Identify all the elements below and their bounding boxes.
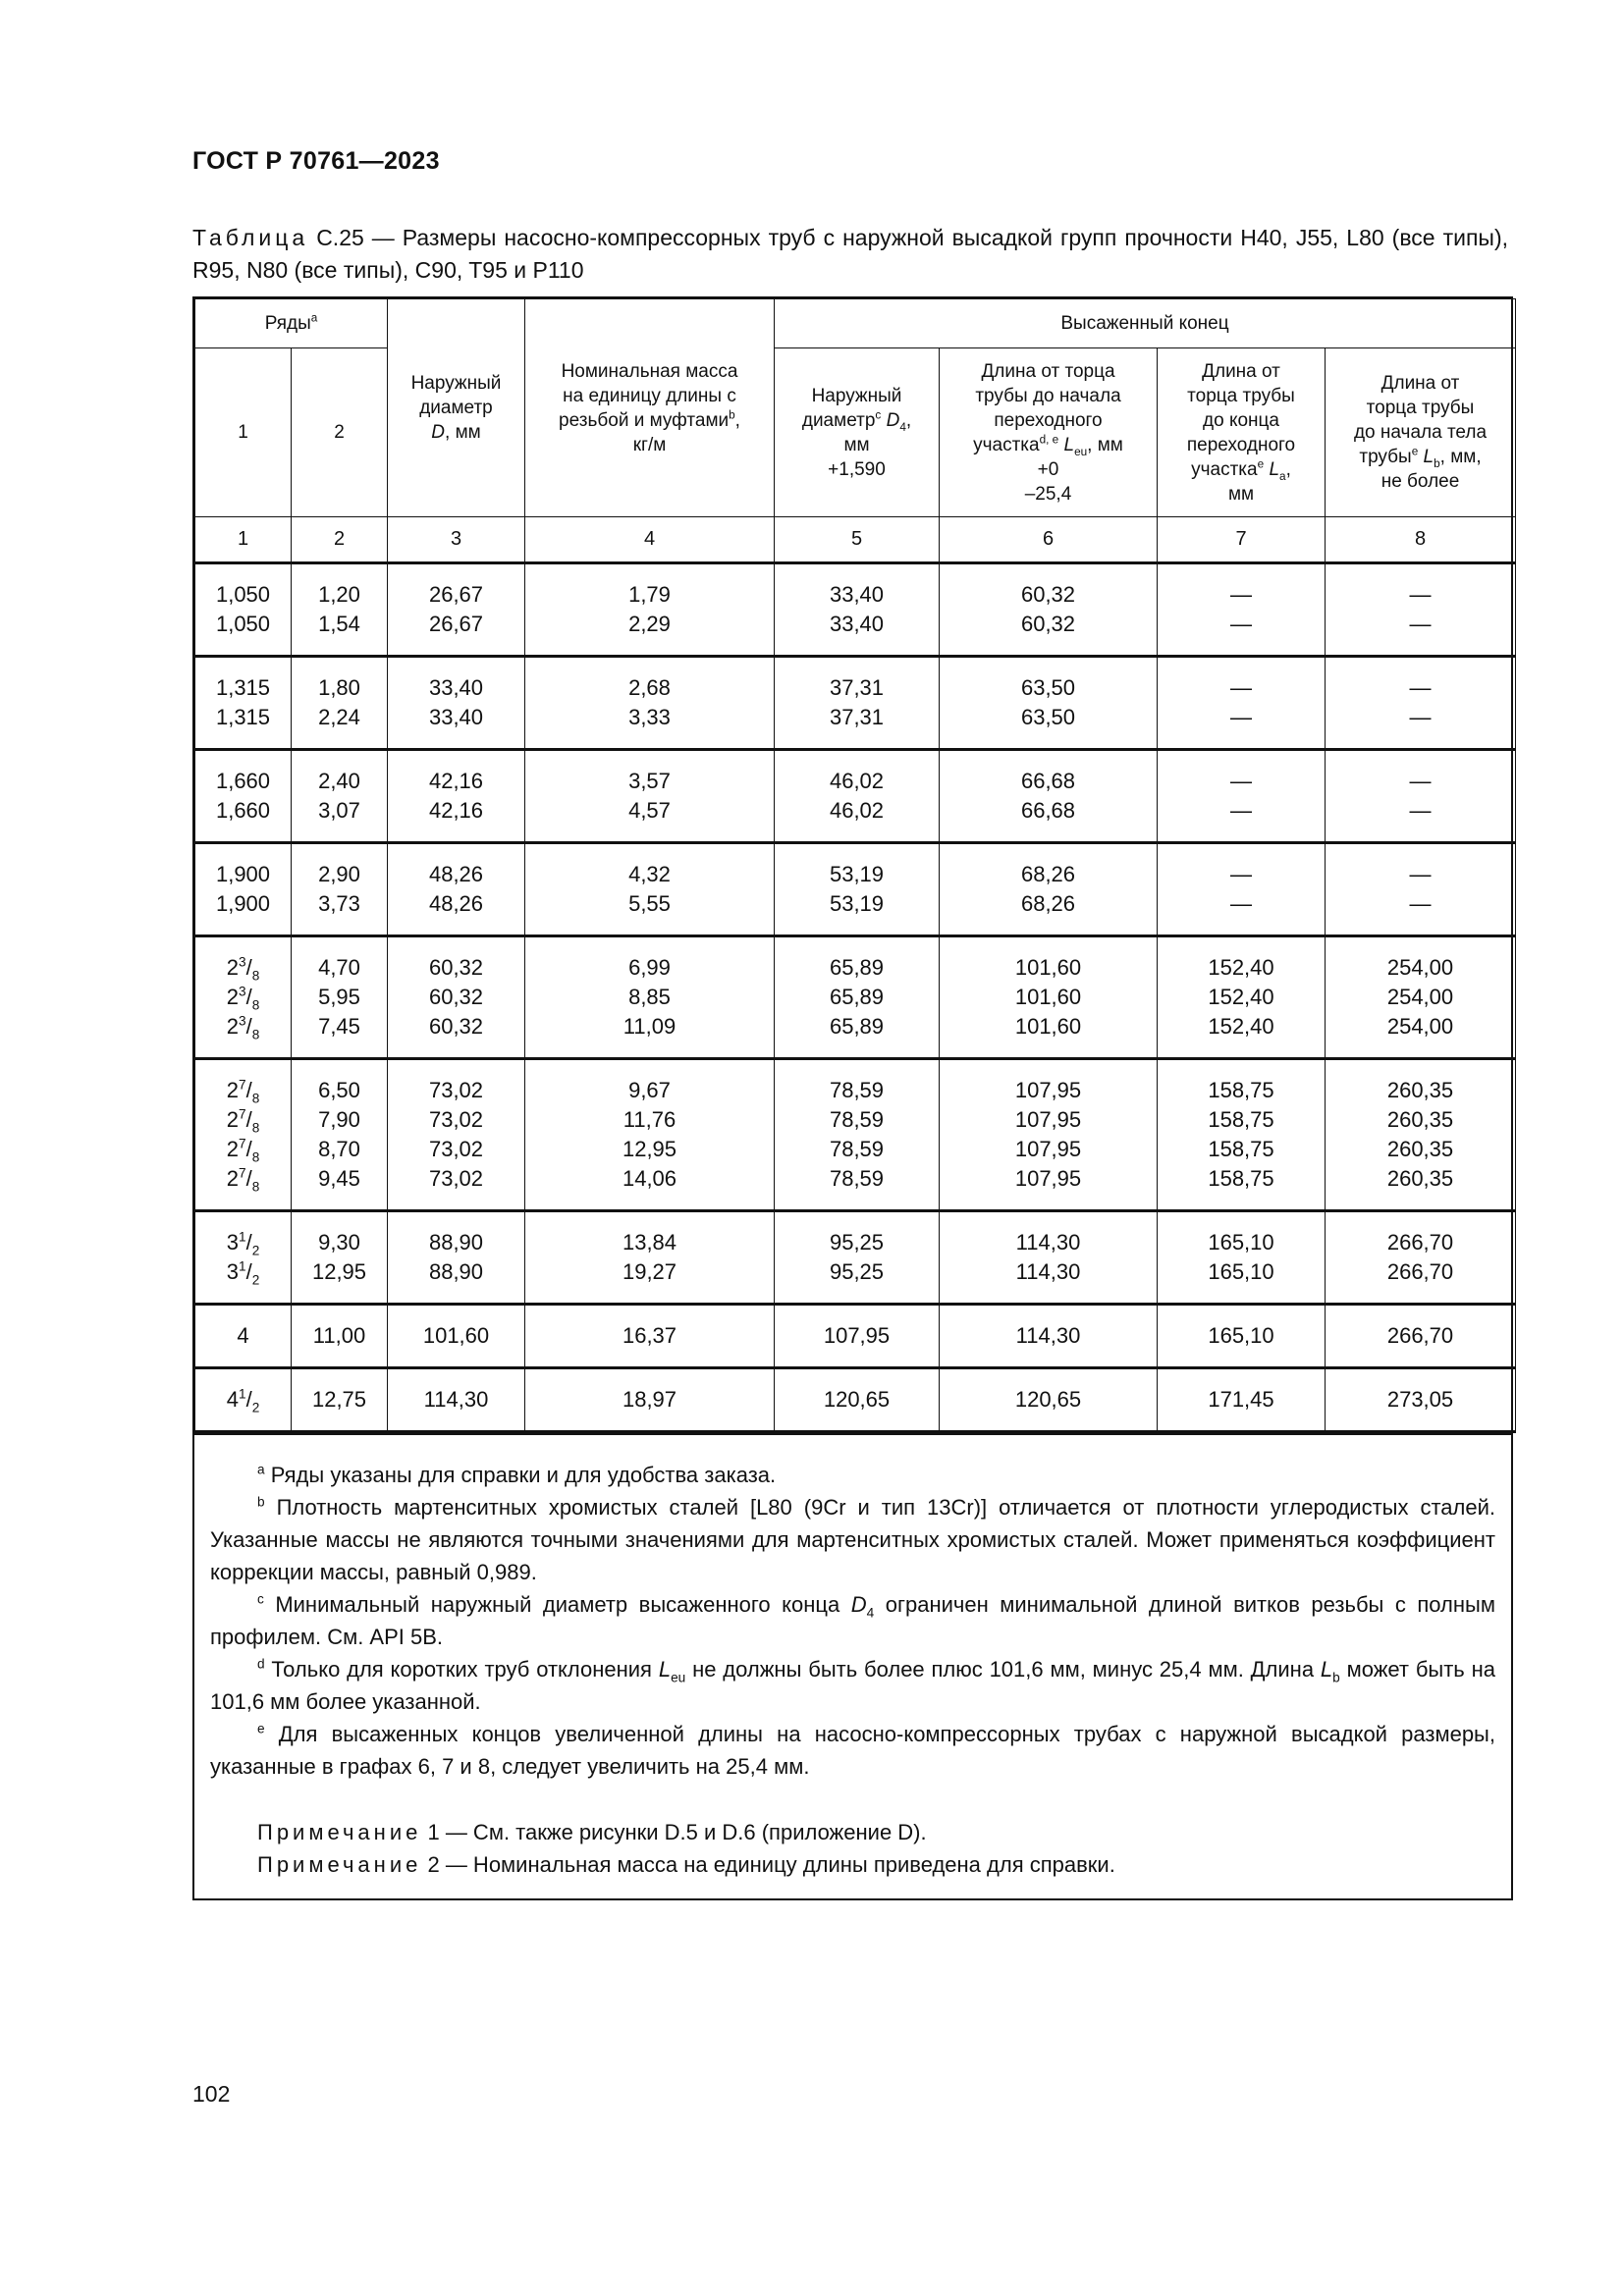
table-cell: 63,50 63,50: [940, 657, 1158, 750]
table-cell: — —: [1158, 657, 1326, 750]
table-row: [195, 936, 1516, 1059]
column-number: 6: [940, 517, 1158, 563]
table-cell: 101,60: [388, 1305, 525, 1368]
table-cell: 120,65: [940, 1368, 1158, 1432]
note-1: Примечание 1 — См. также рисунки D.5 и D.6 (приложение D).: [257, 1820, 927, 1844]
pipe-dimensions-table: [194, 298, 1516, 1433]
table-cell: 1,315 1,315: [195, 657, 292, 750]
document-header: ГОСТ Р 70761—2023: [192, 147, 440, 175]
table-cell: 11,00: [292, 1305, 388, 1368]
caption-text: С.25 — Размеры насосно-компрессорных труб с наружной высадкой групп прочности H40, J55, L80 (все типы), R95, N80 (все типы), C90, T95 и P110: [192, 225, 1508, 283]
note-2: Примечание 2 — Номинальная масса на единицу длины приведена для справки.: [257, 1852, 1115, 1877]
table-cell: 46,02 46,02: [775, 750, 940, 843]
header-rows-group: Ряды$^a$: [195, 299, 388, 348]
table-cell: 78,59 78,59 78,59 78,59: [775, 1059, 940, 1211]
table-cell: 1,20 1,54: [292, 563, 388, 657]
table-cell: — —: [1158, 563, 1326, 657]
table-cell: 6,50 7,90 8,70 9,45: [292, 1059, 388, 1211]
size-fraction: $3^1/_2$: [226, 1258, 260, 1288]
table-row: [195, 1059, 1516, 1211]
table-cell: 114,30: [940, 1305, 1158, 1368]
table-cell: 114,30 114,30: [940, 1211, 1158, 1305]
header-length-to-body: Длина от торца трубы до начала тела трубы$^e$ $L_b$, мм, не более: [1326, 348, 1516, 517]
table-cell: 4,32 5,55: [525, 843, 775, 936]
table-cell: [195, 1211, 292, 1305]
table-cell: 120,65: [775, 1368, 940, 1432]
table-caption: [192, 222, 1508, 287]
column-number-row: [195, 517, 1516, 563]
table-cell: 66,68 66,68: [940, 750, 1158, 843]
table-cell: 13,84 19,27: [525, 1211, 775, 1305]
size-fraction: $2^7/_8$: [226, 1077, 260, 1106]
table-cell: 42,16 42,16: [388, 750, 525, 843]
table-cell: 165,10: [1158, 1305, 1326, 1368]
table-cell: 60,32 60,32 60,32: [388, 936, 525, 1059]
footnotes-block: [194, 1433, 1511, 1898]
table-cell: [195, 1368, 292, 1432]
column-number: 8: [1326, 517, 1516, 563]
table-row: [195, 657, 1516, 750]
table-cell: 2,40 3,07: [292, 750, 388, 843]
table-cell: — —: [1158, 750, 1326, 843]
table-row: [195, 563, 1516, 657]
table-cell: 1,050 1,050: [195, 563, 292, 657]
column-number: 5: [775, 517, 940, 563]
table-cell: 107,95 107,95 107,95 107,95: [940, 1059, 1158, 1211]
table-cell: 2,90 3,73: [292, 843, 388, 936]
table-cell: 73,02 73,02 73,02 73,02: [388, 1059, 525, 1211]
table-cell: 9,67 11,76 12,95 14,06: [525, 1059, 775, 1211]
footnote-e: $^e$ Для высаженных концов увеличенной длины на насосно-компрессорных трубах с наружной высадкой размеры, указанные в графах 6, 7 и 8, следует увеличить на 25,4 мм.: [210, 1721, 1495, 1779]
header-nominal-mass: Номинальная масса на единицу длины с резьбой и муфтами$^b$, кг/м: [525, 299, 775, 517]
table-cell: 273,05: [1326, 1368, 1516, 1432]
column-number: 1: [195, 517, 292, 563]
table-cell: 266,70 266,70: [1326, 1211, 1516, 1305]
page-number: 102: [192, 2081, 231, 2107]
size-fraction: $4^1/_2$: [226, 1386, 260, 1415]
table-cell: — —: [1326, 843, 1516, 936]
table-cell: 165,10 165,10: [1158, 1211, 1326, 1305]
table-row: [195, 750, 1516, 843]
table-cell: 260,35 260,35 260,35 260,35: [1326, 1059, 1516, 1211]
table-cell: 60,32 60,32: [940, 563, 1158, 657]
caption-label: Таблица: [192, 225, 309, 250]
column-number: 3: [388, 517, 525, 563]
table-cell: 152,40 152,40 152,40: [1158, 936, 1326, 1059]
table-cell: 1,660 1,660: [195, 750, 292, 843]
table-row: [195, 1305, 1516, 1368]
size-fraction: $2^7/_8$: [226, 1106, 260, 1136]
header-length-to-transition-end: Длина от торца трубы до конца переходного участка$^e$ $L_a$, мм: [1158, 348, 1326, 517]
table-cell: 158,75 158,75 158,75 158,75: [1158, 1059, 1326, 1211]
table-cell: 65,89 65,89 65,89: [775, 936, 940, 1059]
table-cell: — —: [1326, 657, 1516, 750]
size-fraction: $2^7/_8$: [226, 1136, 260, 1165]
table-cell: 53,19 53,19: [775, 843, 940, 936]
table-cell: 101,60 101,60 101,60: [940, 936, 1158, 1059]
table-cell: 3,57 4,57: [525, 750, 775, 843]
size-fraction: $3^1/_2$: [226, 1229, 260, 1258]
column-number: 4: [525, 517, 775, 563]
size-fraction: $2^7/_8$: [226, 1165, 260, 1195]
table-cell: — —: [1158, 843, 1326, 936]
table-cell: 107,95: [775, 1305, 940, 1368]
table-cell: 33,40 33,40: [775, 563, 940, 657]
table-cell: 26,67 26,67: [388, 563, 525, 657]
size-fraction: $2^3/_8$: [226, 1013, 260, 1042]
table-cell: 1,900 1,900: [195, 843, 292, 936]
footnote-a: $^a$ Ряды указаны для справки и для удобства заказа.: [257, 1462, 777, 1487]
header-upset-diameter: Наружный диаметр$^c$ $D_4$, мм +1,590: [775, 348, 940, 517]
table-cell: 95,25 95,25: [775, 1211, 940, 1305]
table-cell: 88,90 88,90: [388, 1211, 525, 1305]
size-fraction: $2^3/_8$: [226, 984, 260, 1013]
table-cell: 266,70: [1326, 1305, 1516, 1368]
column-number: 7: [1158, 517, 1326, 563]
footnote-c: $^c$ Минимальный наружный диаметр высаженного конца $D_4$ ограничен минимальной длиной витков резьбы с полным профилем. См. API 5B.: [210, 1591, 1495, 1649]
table-cell: 68,26 68,26: [940, 843, 1158, 936]
table-cell: [195, 936, 292, 1059]
header-length-to-transition: Длина от торца трубы до начала переходного участка$^{d, e}$ $L_{eu}$, мм +0 –25,4: [940, 348, 1158, 517]
table-cell: 18,97: [525, 1368, 775, 1432]
table-cell: 2,68 3,33: [525, 657, 775, 750]
table-frame: [192, 296, 1513, 1900]
table-row: [195, 1211, 1516, 1305]
size-fraction: $2^3/_8$: [226, 954, 260, 984]
table-cell: 33,40 33,40: [388, 657, 525, 750]
table-cell: 37,31 37,31: [775, 657, 940, 750]
table-cell: — —: [1326, 563, 1516, 657]
footnote-b: $^b$ Плотность мартенситных хромистых сталей [L80 (9Cr и тип 13Cr)] отличается от плотности углеродистых сталей. Указанные массы не являются точными значениями для мартенситных хромистых сталей. Может применяться коэффициент коррекции массы, равный 0,989.: [210, 1494, 1495, 1584]
table-cell: 254,00 254,00 254,00: [1326, 936, 1516, 1059]
table-cell: 1,80 2,24: [292, 657, 388, 750]
table-cell: 1,79 2,29: [525, 563, 775, 657]
header-outer-diameter: Наружный диаметр D, мм: [388, 299, 525, 517]
table-row: [195, 843, 1516, 936]
table-cell: 16,37: [525, 1305, 775, 1368]
footnote-d: $^d$ Только для коротких труб отклонения $L_{eu}$ не должны быть более плюс 101,6 мм, минус 25,4 мм. Длина $L_b$ может быть на 101,6 мм более указанной.: [210, 1656, 1495, 1714]
table-cell: 171,45: [1158, 1368, 1326, 1432]
header-row-1: 1: [195, 348, 292, 517]
table-row: [195, 1368, 1516, 1432]
column-number: 2: [292, 517, 388, 563]
table-cell: 12,75: [292, 1368, 388, 1432]
table-cell: — —: [1326, 750, 1516, 843]
table-cell: 114,30: [388, 1368, 525, 1432]
header-upset-end: Высаженный конец: [775, 299, 1516, 348]
table-cell: 4,70 5,95 7,45: [292, 936, 388, 1059]
header-row-2: 2: [292, 348, 388, 517]
table-cell: 9,30 12,95: [292, 1211, 388, 1305]
table-cell: 4: [195, 1305, 292, 1368]
table-cell: 48,26 48,26: [388, 843, 525, 936]
table-cell: [195, 1059, 292, 1211]
table-cell: 6,99 8,85 11,09: [525, 936, 775, 1059]
